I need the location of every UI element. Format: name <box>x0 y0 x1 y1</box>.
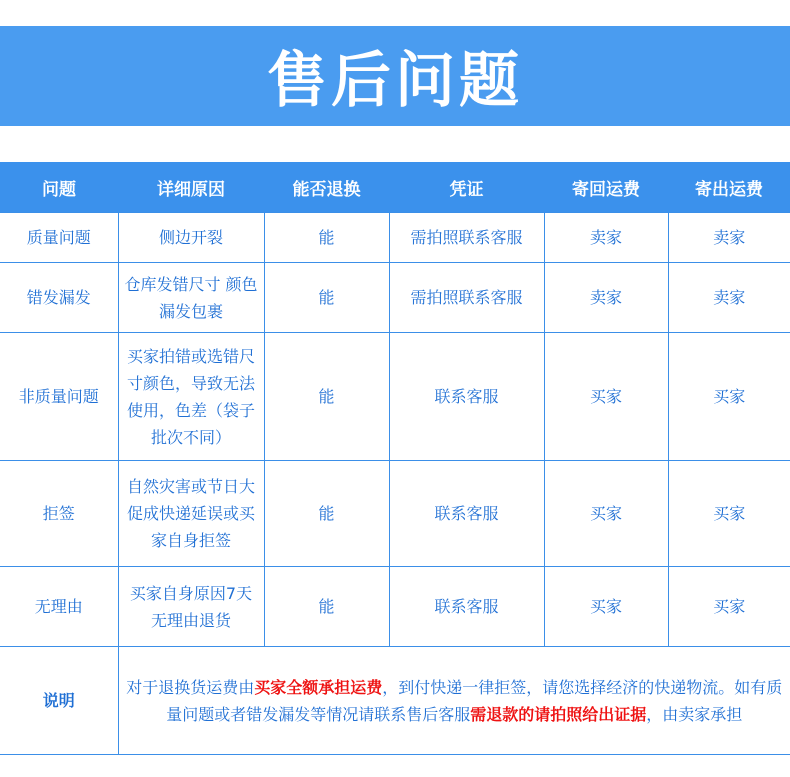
note-text-part: 对于退换货运费由 <box>126 677 255 697</box>
cell-return-shipping: 买家 <box>544 333 668 461</box>
table-header-row <box>0 162 790 213</box>
cell-issue: 拒签 <box>0 461 118 567</box>
title-banner <box>0 26 790 126</box>
cell-outbound-shipping: 卖家 <box>668 263 790 333</box>
table-row <box>0 567 790 647</box>
note-text <box>118 647 790 755</box>
note-text-part: ，由卖家承担 <box>646 704 743 724</box>
cell-proof: 需拍照联系客服 <box>389 213 544 263</box>
cell-returnable: 能 <box>264 263 389 333</box>
table-row <box>0 461 790 567</box>
cell-returnable: 能 <box>264 461 389 567</box>
header-returnable: 能否退换 <box>264 162 389 213</box>
cell-issue: 非质量问题 <box>0 333 118 461</box>
cell-outbound-shipping: 买家 <box>668 461 790 567</box>
cell-reason: 买家拍错或选错尺寸颜色，导致无法使用，色差（袋子批次不同） <box>118 333 264 461</box>
cell-returnable: 能 <box>264 567 389 647</box>
header-proof: 凭证 <box>389 162 544 213</box>
table-row <box>0 263 790 333</box>
note-highlight: 买家全额承担运费 <box>254 677 383 697</box>
note-row <box>0 647 790 755</box>
cell-reason: 买家自身原因7天无理由退货 <box>118 567 264 647</box>
cell-proof: 联系客服 <box>389 567 544 647</box>
table-row <box>0 213 790 263</box>
cell-return-shipping: 买家 <box>544 461 668 567</box>
cell-outbound-shipping: 买家 <box>668 333 790 461</box>
note-text-part: ，到付快递一律拒签，请您选择经济的快递物流。如有质量问题或者错发漏发等情况请联系售后客服 <box>166 677 783 724</box>
cell-issue: 错发漏发 <box>0 263 118 333</box>
cell-proof: 需拍照联系客服 <box>389 263 544 333</box>
note-highlight: 需退款的请拍照给出证据 <box>470 704 647 724</box>
cell-reason: 仓库发错尺寸 颜色漏发包裹 <box>118 263 264 333</box>
cell-returnable: 能 <box>264 333 389 461</box>
cell-return-shipping: 卖家 <box>544 263 668 333</box>
after-sales-table <box>0 162 790 755</box>
note-label: 说明 <box>0 647 118 755</box>
header-issue: 问题 <box>0 162 118 213</box>
cell-proof: 联系客服 <box>389 333 544 461</box>
cell-outbound-shipping: 买家 <box>668 567 790 647</box>
cell-returnable: 能 <box>264 213 389 263</box>
table-row <box>0 333 790 461</box>
cell-outbound-shipping: 卖家 <box>668 213 790 263</box>
cell-return-shipping: 买家 <box>544 567 668 647</box>
cell-issue: 质量问题 <box>0 213 118 263</box>
header-return-shipping: 寄回运费 <box>544 162 668 213</box>
cell-issue: 无理由 <box>0 567 118 647</box>
cell-return-shipping: 卖家 <box>544 213 668 263</box>
cell-reason: 自然灾害或节日大促成快递延误或买家自身拒签 <box>118 461 264 567</box>
cell-reason: 侧边开裂 <box>118 213 264 263</box>
header-reason: 详细原因 <box>118 162 264 213</box>
header-outbound-shipping: 寄出运费 <box>668 162 790 213</box>
cell-proof: 联系客服 <box>389 461 544 567</box>
page-title: 售后问题 <box>267 46 523 116</box>
